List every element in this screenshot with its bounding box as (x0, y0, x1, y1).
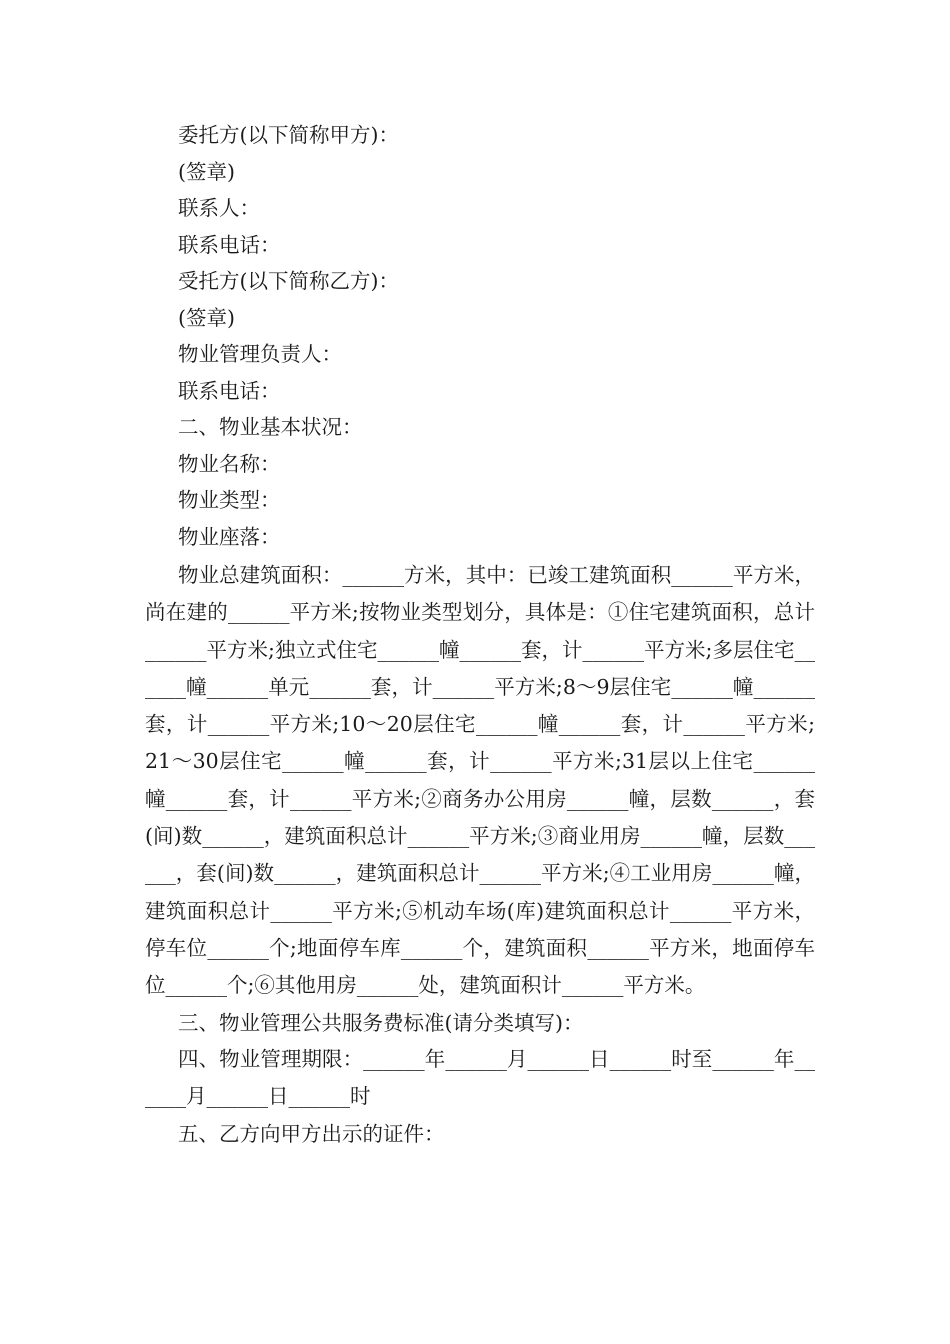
property-type: 物业类型： (178, 488, 281, 512)
property-name: 物业名称： (178, 451, 281, 476)
section-2-heading: 二、物业基本状况： (178, 415, 363, 439)
party-b-seal: (签章) (178, 305, 235, 330)
section-5-heading: 五、乙方向甲方出示的证件： (178, 1121, 445, 1146)
area-paragraph: 物业总建筑面积：______方米，其中：已竣工建筑面积______平方米，尚在建的______平方米;按物业类型划分，具体是：①住宅建筑面积，总计______平方米;独立式住宅______幢______套，计______平方米;多层住宅______幢______单元______套，计______平方米;8～9层住宅______幢______套，计______平方米;10～20层住宅______幢______套，计______平方米;21～30层住宅______幢______套，计______平方米;31层以上住宅______幢______套，计______平方米;②商务办公用房______幢，层数______，套(间)数______，建筑面积总计______平方米;③商业用房______幢，层数______，套(间)数______，建筑面积总计______平方米;④工业用房______幢，建筑面积总计______平方米;⑤机动车场(库)建筑面积总计______平方米，停车位______个;地面停车库______个，建筑面积______平方米，地面停车位______个;⑥其他用房______处，建筑面积计______平方米。 (145, 563, 815, 998)
party-a-seal: (签章) (178, 159, 235, 184)
document-body (145, 117, 815, 1152)
party-b-manager: 物业管理负责人： (178, 342, 342, 366)
party-a-phone: 联系电话： (178, 232, 281, 257)
party-b-phone: 联系电话： (178, 378, 281, 403)
term-paragraph: 四、物业管理期限：______年______月______日______时至______年______月______日______时 (145, 1047, 815, 1109)
party-a-label: 委托方(以下简称甲方)： (178, 123, 399, 147)
party-b-label: 受托方(以下简称乙方)： (178, 269, 399, 293)
party-a-contact: 联系人： (178, 196, 260, 220)
section-3-heading: 三、物业管理公共服务费标准(请分类填写)： (178, 1010, 584, 1035)
property-location: 物业座落： (178, 524, 281, 549)
